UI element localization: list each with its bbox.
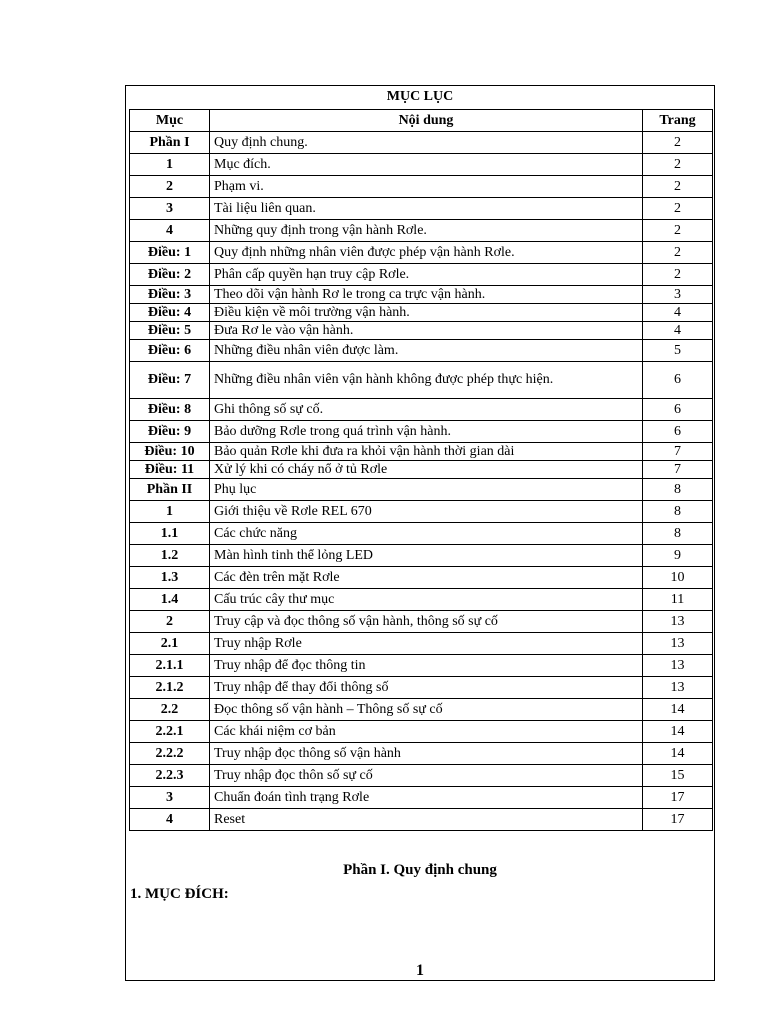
toc-row-page: 8 <box>643 523 713 545</box>
toc-row-text: Quy định những nhân viên được phép vận hành Rơle. <box>210 242 643 264</box>
toc-row <box>130 699 713 721</box>
toc-row-number: Điều: 9 <box>130 421 210 443</box>
toc-row-page: 14 <box>643 743 713 765</box>
toc-header-row <box>130 110 713 132</box>
toc-row <box>130 589 713 611</box>
toc-row-number: 1 <box>130 501 210 523</box>
toc-body <box>130 132 713 831</box>
toc-row-number: 2.2 <box>130 699 210 721</box>
toc-row-page: 2 <box>643 264 713 286</box>
toc-row-number: Điều: 10 <box>130 443 210 461</box>
toc-row-number: Điều: 1 <box>130 242 210 264</box>
toc-row-number: 2 <box>130 611 210 633</box>
toc-row-page: 7 <box>643 443 713 461</box>
toc-row-text: Điều kiện về môi trường vận hành. <box>210 304 643 322</box>
toc-row-text: Truy nhập Rơle <box>210 633 643 655</box>
toc-row-text: Bảo quản Rơle khi đưa ra khỏi vận hành thời gian dài <box>210 443 643 461</box>
toc-row-page: 5 <box>643 340 713 362</box>
toc-row <box>130 154 713 176</box>
toc-row <box>130 443 713 461</box>
toc-row <box>130 421 713 443</box>
toc-row-page: 2 <box>643 242 713 264</box>
toc-row-text: Quy định chung. <box>210 132 643 154</box>
toc-row-text: Cấu trúc cây thư mục <box>210 589 643 611</box>
toc-row <box>130 304 713 322</box>
toc-row-page: 11 <box>643 589 713 611</box>
toc-row-page: 4 <box>643 304 713 322</box>
toc-row-page: 8 <box>643 501 713 523</box>
toc-row-number: 3 <box>130 198 210 220</box>
toc-row <box>130 721 713 743</box>
toc-table <box>129 109 713 831</box>
toc-row-page: 2 <box>643 198 713 220</box>
toc-row <box>130 567 713 589</box>
toc-row <box>130 501 713 523</box>
toc-row-text: Những điều nhân viên vận hành không được phép thực hiện. <box>210 362 643 399</box>
toc-row-page: 13 <box>643 633 713 655</box>
toc-row <box>130 523 713 545</box>
toc-row-text: Đưa Rơ le vào vận hành. <box>210 322 643 340</box>
section-heading: Phần I. Quy định chung <box>343 862 497 878</box>
toc-row-number: 1.2 <box>130 545 210 567</box>
toc-row <box>130 787 713 809</box>
toc-row-text: Truy nhập đọc thông số vận hành <box>210 743 643 765</box>
toc-row-page: 6 <box>643 399 713 421</box>
toc-row <box>130 220 713 242</box>
toc-title: MỤC LỤC <box>386 89 454 104</box>
toc-row-text: Chuẩn đoán tình trạng Rơle <box>210 787 643 809</box>
toc-row-text: Tài liệu liên quan. <box>210 198 643 220</box>
toc-row-text: Truy nhập đọc thôn số sự cố <box>210 765 643 787</box>
toc-row-text: Reset <box>210 809 643 831</box>
toc-row-number: Điều: 7 <box>130 362 210 399</box>
toc-row <box>130 176 713 198</box>
toc-row-page: 2 <box>643 132 713 154</box>
toc-row-text: Bảo dưỡng Rơle trong quá trình vận hành. <box>210 421 643 443</box>
toc-row <box>130 286 713 304</box>
toc-row <box>130 132 713 154</box>
toc-row-page: 14 <box>643 699 713 721</box>
toc-row-page: 13 <box>643 655 713 677</box>
toc-row-page: 13 <box>643 677 713 699</box>
page-frame <box>125 85 715 981</box>
toc-row-number: 2 <box>130 176 210 198</box>
toc-row-text: Mục đích. <box>210 154 643 176</box>
toc-row <box>130 809 713 831</box>
page-number: 1 <box>416 962 424 979</box>
toc-row-number: Điều: 11 <box>130 461 210 479</box>
toc-row-text: Truy nhập để thay đổi thông số <box>210 677 643 699</box>
toc-row-number: 2.2.3 <box>130 765 210 787</box>
toc-row-number: 2.1.1 <box>130 655 210 677</box>
toc-row <box>130 399 713 421</box>
header-trang: Trang <box>643 110 713 132</box>
toc-row <box>130 340 713 362</box>
toc-row-number: Điều: 4 <box>130 304 210 322</box>
toc-row-page: 10 <box>643 567 713 589</box>
toc-row-text: Giới thiệu về Rơle REL 670 <box>210 501 643 523</box>
toc-row-number: 3 <box>130 787 210 809</box>
toc-row-text: Phụ lục <box>210 479 643 501</box>
toc-row <box>130 362 713 399</box>
toc-row <box>130 633 713 655</box>
header-muc: Mục <box>130 110 210 132</box>
toc-row-number: 2.2.1 <box>130 721 210 743</box>
toc-row-number: Điều: 2 <box>130 264 210 286</box>
toc-row-number: 2.1.2 <box>130 677 210 699</box>
toc-row-number: 4 <box>130 220 210 242</box>
toc-row-text: Truy cập và đọc thông số vận hành, thông số sự cố <box>210 611 643 633</box>
toc-row-text: Ghi thông số sự cố. <box>210 399 643 421</box>
toc-row <box>130 264 713 286</box>
toc-row-text: Phân cấp quyền hạn truy cập Rơle. <box>210 264 643 286</box>
toc-row-text: Theo dõi vận hành Rơ le trong ca trực vận hành. <box>210 286 643 304</box>
toc-row-page: 2 <box>643 154 713 176</box>
toc-row-page: 14 <box>643 721 713 743</box>
toc-row-page: 17 <box>643 809 713 831</box>
header-noi-dung: Nội dung <box>210 110 643 132</box>
toc-row-text: Những quy định trong vận hành Rơle. <box>210 220 643 242</box>
toc-row-page: 6 <box>643 421 713 443</box>
toc-row <box>130 545 713 567</box>
toc-row <box>130 655 713 677</box>
toc-row <box>130 198 713 220</box>
toc-row-page: 7 <box>643 461 713 479</box>
toc-row-number: 2.2.2 <box>130 743 210 765</box>
toc-row-page: 6 <box>643 362 713 399</box>
toc-row <box>130 765 713 787</box>
toc-row-text: Những điều nhân viên được làm. <box>210 340 643 362</box>
subsection-heading: 1. MỤC ĐÍCH: <box>130 886 229 902</box>
toc-row-text: Các chức năng <box>210 523 643 545</box>
toc-row-number: 4 <box>130 809 210 831</box>
toc-row-page: 2 <box>643 220 713 242</box>
toc-row <box>130 322 713 340</box>
toc-row <box>130 479 713 501</box>
toc-row-page: 8 <box>643 479 713 501</box>
toc-row-page: 15 <box>643 765 713 787</box>
toc-row-number: Phần II <box>130 479 210 501</box>
toc-row-number: Điều: 8 <box>130 399 210 421</box>
toc-row-text: Màn hình tinh thể lỏng LED <box>210 545 643 567</box>
toc-row-page: 3 <box>643 286 713 304</box>
toc-row-text: Truy nhập để đọc thông tin <box>210 655 643 677</box>
toc-row-text: Đọc thông số vận hành – Thông số sự cố <box>210 699 643 721</box>
toc-row-text: Phạm vi. <box>210 176 643 198</box>
toc-row-number: 2.1 <box>130 633 210 655</box>
toc-row-text: Các khái niệm cơ bản <box>210 721 643 743</box>
toc-row-page: 17 <box>643 787 713 809</box>
toc-row-number: 1.4 <box>130 589 210 611</box>
toc-row-number: 1.3 <box>130 567 210 589</box>
toc-row-text: Các đèn trên mặt Rơle <box>210 567 643 589</box>
toc-row-number: Điều: 6 <box>130 340 210 362</box>
toc-row-number: 1 <box>130 154 210 176</box>
toc-row-page: 13 <box>643 611 713 633</box>
toc-row-number: Phần I <box>130 132 210 154</box>
toc-row <box>130 461 713 479</box>
toc-row-text: Xử lý khi có cháy nổ ở tủ Rơle <box>210 461 643 479</box>
toc-row-number: Điều: 5 <box>130 322 210 340</box>
toc-row-page: 9 <box>643 545 713 567</box>
toc-row <box>130 677 713 699</box>
toc-row-number: 1.1 <box>130 523 210 545</box>
toc-row <box>130 743 713 765</box>
toc-row-page: 2 <box>643 176 713 198</box>
toc-row-page: 4 <box>643 322 713 340</box>
toc-row <box>130 242 713 264</box>
toc-row-number: Điều: 3 <box>130 286 210 304</box>
toc-row <box>130 611 713 633</box>
